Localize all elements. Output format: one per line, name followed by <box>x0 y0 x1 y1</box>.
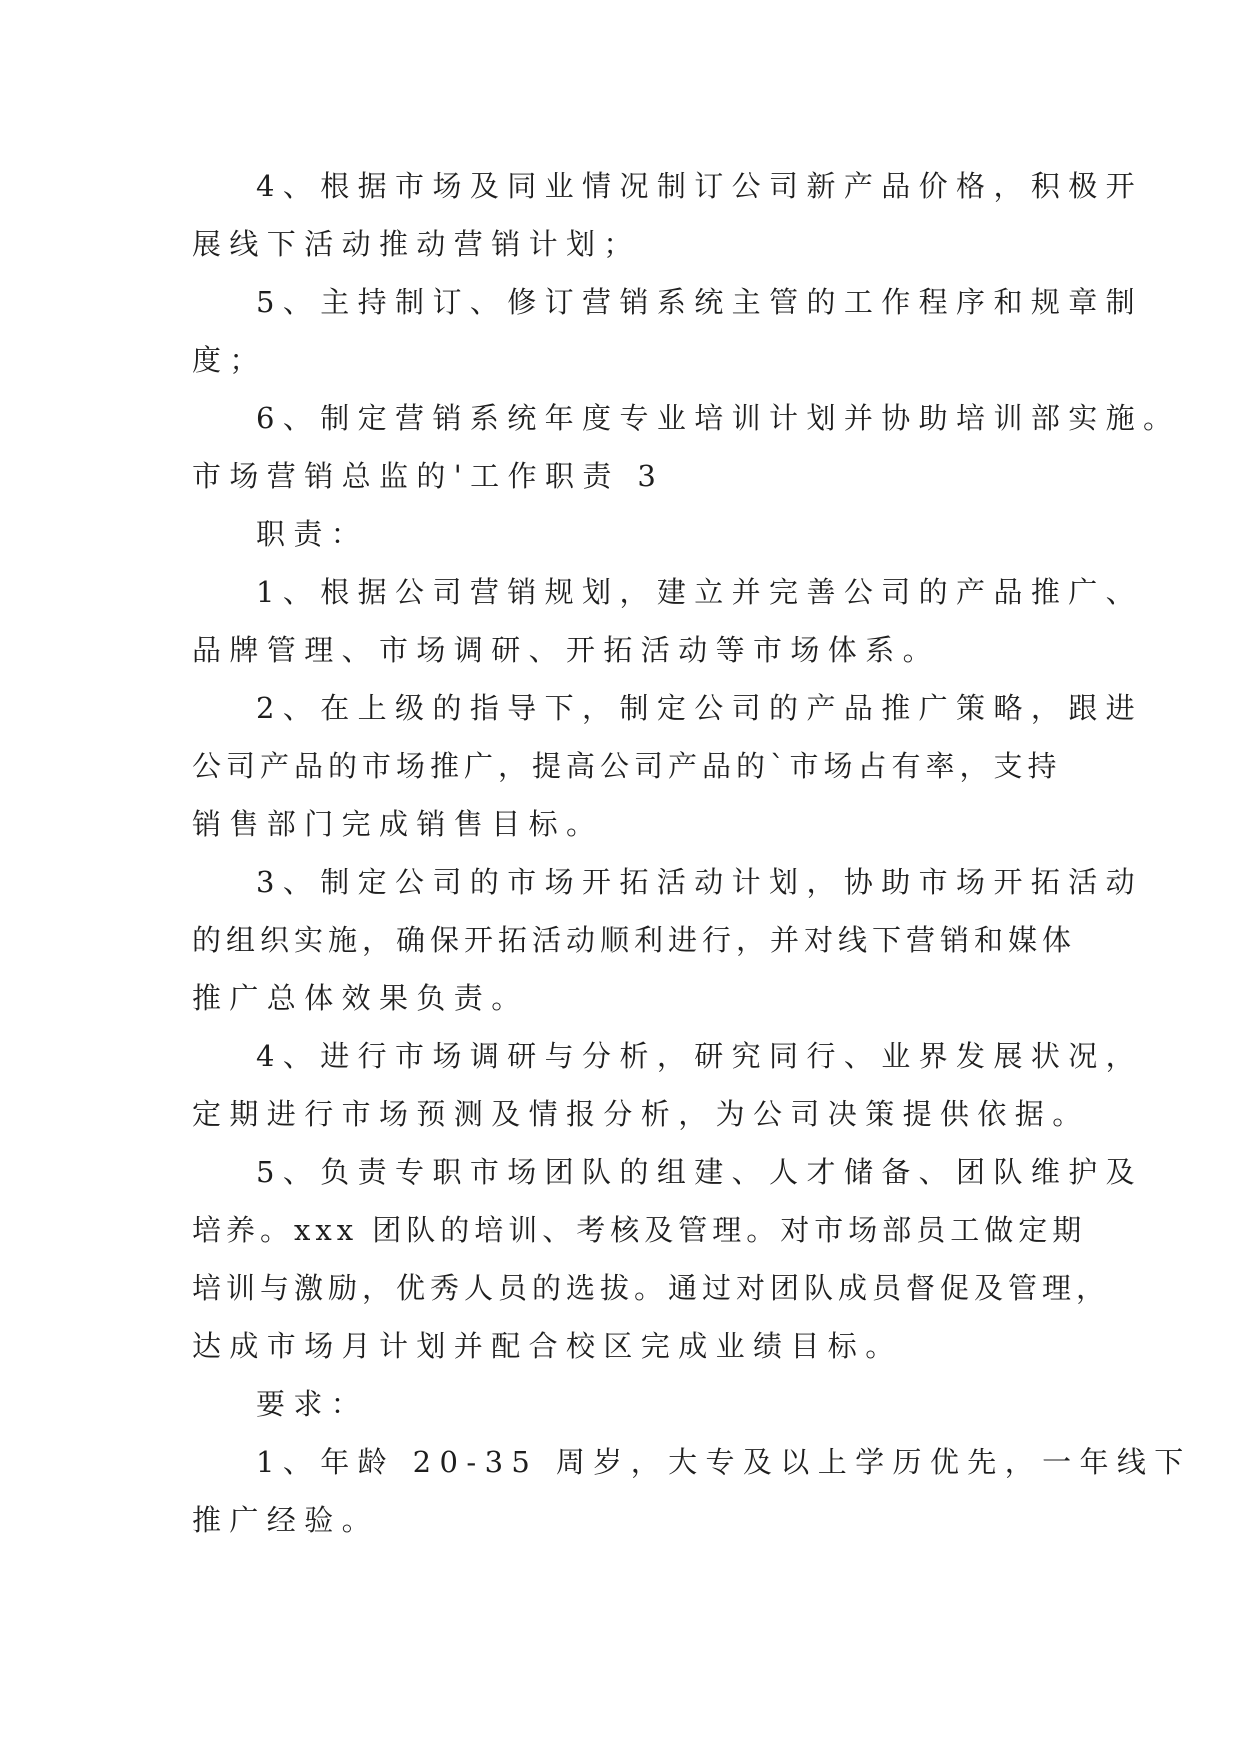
body-text-line: 培养。xxx 团队的培训、考核及管理。对市场部员工做定期 <box>192 1213 1087 1247</box>
section-heading: 市场营销总监的'工作职责 3 <box>192 459 665 493</box>
body-text-line: 6、制定营销系统年度专业培训计划并协助培训部实施。 <box>256 401 1181 435</box>
body-text-line: 4、根据市场及同业情况制订公司新产品价格，积极开 <box>256 169 1144 203</box>
body-text-line: 推广经验。 <box>192 1503 380 1537</box>
body-text-line: 培训与激励，优秀人员的选拔。通过对团队成员督促及管理， <box>192 1271 1111 1305</box>
body-text-line: 3、制定公司的市场开拓活动计划，协助市场开拓活动 <box>256 865 1144 899</box>
body-text-line: 的组织实施，确保开拓活动顺利进行，并对线下营销和媒体 <box>192 923 1077 957</box>
body-text-line: 定期进行市场预测及情报分析，为公司决策提供依据。 <box>192 1097 1090 1131</box>
body-text-line: 品牌管理、市场调研、开拓活动等市场体系。 <box>192 633 941 667</box>
body-text-line: 度； <box>192 343 267 377</box>
body-text-line: 达成市场月计划并配合校区完成业绩目标。 <box>192 1329 903 1363</box>
body-text-line: 销售部门完成销售目标。 <box>192 807 604 841</box>
body-text-line: 1、年龄 20-35 周岁，大专及以上学历优先，一年线下 <box>256 1445 1192 1479</box>
body-text-line: 1、根据公司营销规划，建立并完善公司的产品推广、 <box>256 575 1144 609</box>
body-text-line: 4、进行市场调研与分析，研究同行、业界发展状况， <box>256 1039 1144 1073</box>
body-text-line: 展线下活动推动营销计划； <box>192 227 641 261</box>
body-text-line: 5、负责专职市场团队的组建、人才储备、团队维护及 <box>256 1155 1144 1189</box>
body-text-line: 5、主持制订、修订营销系统主管的工作程序和规章制 <box>256 285 1144 319</box>
body-text-line: 公司产品的市场推广，提高公司产品的`市场占有率，支持 <box>192 749 1062 783</box>
subsection-label: 职责： <box>256 517 369 551</box>
subsection-label: 要求： <box>256 1387 369 1421</box>
body-text-line: 2、在上级的指导下，制定公司的产品推广策略，跟进 <box>256 691 1144 725</box>
body-text-line: 推广总体效果负责。 <box>192 981 529 1015</box>
